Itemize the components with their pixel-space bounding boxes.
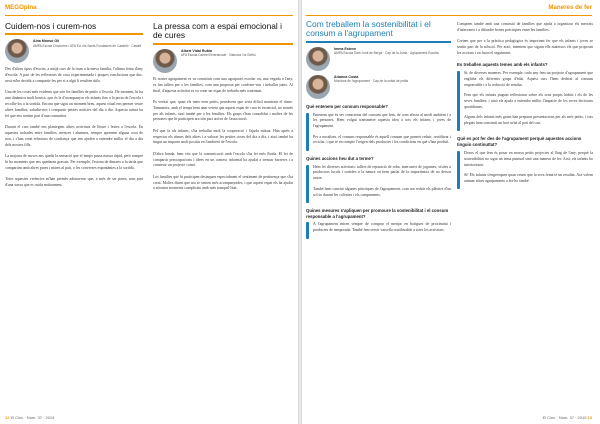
paragraph: Les famílies que hi participen destaquen especialment el sentiment de pertinença que s'ha creat. Moltes diuen que ara se senten més acompanyades, i que aquest espai els ha ajudat a afrontar moments complicats amb més tranquil·litat. <box>153 174 293 191</box>
answer-text <box>464 71 593 131</box>
paragraph: Totes aquestes vivències m'han permès adonar-me que, a més de ser pares, som part d'una xarxa que es cuida mútuament. <box>5 177 143 187</box>
page-footer <box>5 415 54 420</box>
answer-block <box>306 222 451 238</box>
paragraph: Fem que els infants puguin reflexionar sobre els seus propis hàbits i els de les seves famílies, i això els ajuda a entendre millor l'impacte de les seves decisions quotidianes. <box>464 93 593 109</box>
author-block <box>153 49 293 73</box>
question: Què es pot fer des de l'agrupament perquè aquestes accions tinguin continuïtat? <box>457 136 582 148</box>
article-body <box>457 22 593 57</box>
answer-block <box>457 71 593 131</box>
article-column-1 <box>5 22 143 194</box>
author-description: AMPA Escola Cinctorres / AFA Ed. els Sants Fundadors de Castelló · Castell <box>33 43 142 48</box>
answer-text <box>313 165 451 203</box>
author-info <box>334 47 439 71</box>
paragraph: La majoria de cursos ens queda la sensació que el temps passa massa ràpid, però sempre hi ha moments que ens quedaran gravats. Per exemple, l'estona de dimarts a la tarda que compartim amb altres pares i mares al pati, o les converses espontànies a la sortida. <box>5 154 143 170</box>
article-column-1 <box>306 20 451 244</box>
paragraph: Es veritat que, quan els nens eren petits, pensàvem que seria difícil mantenir el ritme. Tanmateix, amb el temps hem anat veient que aquest espai de cura és essencial, no només per als infants, sinó també per a les famílies. Els grups s'han consolidat i moltes de les persones que hi participen ara són part activa de l'associació. <box>153 99 293 122</box>
author-block-2 <box>306 75 451 99</box>
question: Quines mesures s'apliquen per promoure la sostenibilitat i el consum responsable a l'agrupament? <box>306 207 449 219</box>
paragraph: Doncs el que fem és posar en marxa petits projectes al llarg de l'any, perquè la sostenibilitat no sigui un tema puntual sinó una manera de fer. Així, els infants ho interioritzen. <box>464 150 593 167</box>
article-title: Cuidem-nos i curem-nos <box>5 21 97 31</box>
author-name: Arianna Costa <box>334 74 359 79</box>
article-headline: Com treballem la sostenibilitat i el consum a l'agrupament <box>306 19 431 39</box>
paragraph: D'altra banda, hem vist que la comunicació amb l'escola s'ha fet més fluida. El fet de compartir preocupacions i idees en un context informal ha ajudat a trencar barreres i a construir un projecte comú. <box>153 151 293 168</box>
author-name: Aina Monsó Gil <box>33 39 60 44</box>
section-header: Maneres de fer <box>548 4 592 11</box>
answer-bar <box>457 71 460 131</box>
author-block <box>306 47 451 71</box>
article-body <box>153 77 293 193</box>
paragraph: Alguns dels infants més grans han preparat presentacions per als més petits, i tots plegats hem construït un hort urbà al pati del cau. <box>464 115 593 125</box>
author-name: Imma Esteve <box>334 46 356 51</box>
paragraph: Per a nosaltres, el consum responsable és aquell consum que permet reduir, reutilitzar i reciclar, i que té en compte l'origen dels productes i les condicions en què s'han produït. <box>313 134 451 145</box>
answer-bar <box>306 113 309 151</box>
paragraph: Creiem que per a la pràctica pedagògica és important fer que els infants i joves se sentin part de la solució. Per això, intentem que siguin ells mateixos els que proposin les accions i en facin el seguiment. <box>457 39 593 55</box>
paragraph: Sí! Els infants s'engresquen quan veuen que la seva feina té un resultat. Ara volem animar altres agrupaments a fer-ho també. <box>464 172 593 183</box>
author-photo <box>153 49 177 73</box>
right-page <box>302 0 600 424</box>
author-name: Albert Vidal Rubio <box>181 48 213 53</box>
page-footer <box>543 415 592 420</box>
answer-text <box>313 222 451 238</box>
question: Què entenem per consum responsable? <box>306 103 388 109</box>
author-photo <box>5 39 29 63</box>
section-header: MEGOpina <box>5 4 37 11</box>
answer-bar <box>306 222 309 238</box>
page-number: 12 <box>5 415 10 420</box>
footer-text: El Cinc · Núm. 37 · 2019 <box>10 415 55 420</box>
paragraph: També hem canviat algunes pràctiques de l'agrupament, com ara reduir els plàstics d'un sol ús durant les colònies i els campaments. <box>313 186 451 197</box>
author-info <box>334 75 408 99</box>
answer-block <box>457 151 593 189</box>
header-rule <box>306 15 592 16</box>
paragraph: Sí, de diverses maneres. Per exemple, cada any fem un projecte d'agrupament que engloba els diferents grups d'edat. Aquest curs l'hem dedicat al consum responsable i a la reducció de residus. <box>464 71 593 87</box>
title-rule <box>306 41 451 43</box>
article-title: La pressa com a espai emocional i de cures <box>153 21 282 41</box>
author-info <box>33 39 141 63</box>
author-photo <box>306 47 330 71</box>
article-column-2 <box>153 22 293 198</box>
paragraph: Comptem també amb una comissió de famílies que ajuda a organitzar els mercats d'intercanvi i a difondre bones pràctiques entre les famílies. <box>457 22 593 32</box>
paragraph: A l'agrupament miren sempre de comprar el menjar en botigues de proximitat i productes de temporada. També fem servir vaixella reutilitzable a totes les activitats. <box>313 222 451 233</box>
answer-bar <box>457 151 460 189</box>
page-number: 13 <box>587 415 592 420</box>
answer-text <box>464 151 593 189</box>
paragraph: El nostre agrupament es va constituir com una agrupació escolar on, una vegada a l'any, es fan tallers per a les famílies, com una proposta per conèixer-nos i treballar junts. Al final, d'aquesta activitat es va crear un espai de trobada més continuat. <box>153 76 293 93</box>
answer-block <box>306 113 451 151</box>
article-body <box>5 67 143 188</box>
paragraph: Entenem que és ser conscients del consum que fem, de com afecta al medi ambient i a les persones. Hem volgut transmetre aquesta idea a tots els infants i joves de l'agrupament. <box>313 112 451 129</box>
paragraph: Hem fet diverses activitats: tallers de reparació de roba, intercanvi de joguines, visites a productors locals i sortides a la natura on hem parlat de la importància de no deixar rastre. <box>313 164 451 181</box>
title-rule <box>5 33 143 35</box>
paragraph: Durant el curs també ens plantegem altres activitats de lleure i festes a l'escola. En aquestes trobades entre famílies, mestres i alumnes, sempre aprenem alguna cosa de nou, i s'han creat relacions de confiança que ens ajuden a entendre millor el dia a dia dels nostres fills. <box>5 125 143 147</box>
author-block <box>5 39 143 63</box>
question: Es treballen aquests temes amb els infants? <box>457 62 548 68</box>
answer-block <box>306 165 451 203</box>
author-info <box>181 49 256 73</box>
left-page <box>0 0 298 424</box>
author-photo <box>306 75 330 99</box>
author-description: AMPA Escola Sant Jordi de Berga · Cap de la Junta · Agrupament Escolta <box>334 51 439 56</box>
paragraph: Des d'altres tipus d'escrits, a mitjà curs de la tram a la meva familia, l'ultima feina d'any d'escola. A part de les reflexions de cosa experimentada i poques conclusions que duc, avui m'he decidit a compartir-les per si a algú li resulten útils. <box>5 67 143 84</box>
paragraph: Una de les cosas més evidents que són les famílies de petits a l'escola. De moment, hi ha una dinàmica molt bonica, que és la d'acompanyar els infants fins a la porta de l'escola i recollir-los a la sortida. Encara que sigui un moment breu, aquest ritual ens permet veure altres famílies, saludar-nos i compartir petites notícies del dia a dia. Aquesta rutina ha fet que ens sentim part d'una comunitat. <box>5 90 143 118</box>
article-column-2 <box>457 22 593 194</box>
author-description: AFA Escola Carmel Eixeranocat · Vilanova i la Geltrú <box>181 53 256 58</box>
title-rule <box>153 43 293 45</box>
answer-bar <box>306 165 309 203</box>
answer-text <box>313 113 451 151</box>
author-description: Monitora de l'agrupament · Cap de la unitat de petits <box>334 79 409 84</box>
footer-text: El Cinc · Núm. 37 · 2019 <box>542 415 587 420</box>
header-rule <box>5 15 293 16</box>
question: Quines accions heu dut a terme? <box>306 155 374 161</box>
paragraph: Pel que fa als infants, s'ha treballat molt la cooperació i l'ajuda mútua. Han après a respectar els ritmes dels altres i a valorar les petites coses del dia a dia, i això també ha tingut un impacte molt positiu en l'ambient de l'escola. <box>153 128 293 145</box>
